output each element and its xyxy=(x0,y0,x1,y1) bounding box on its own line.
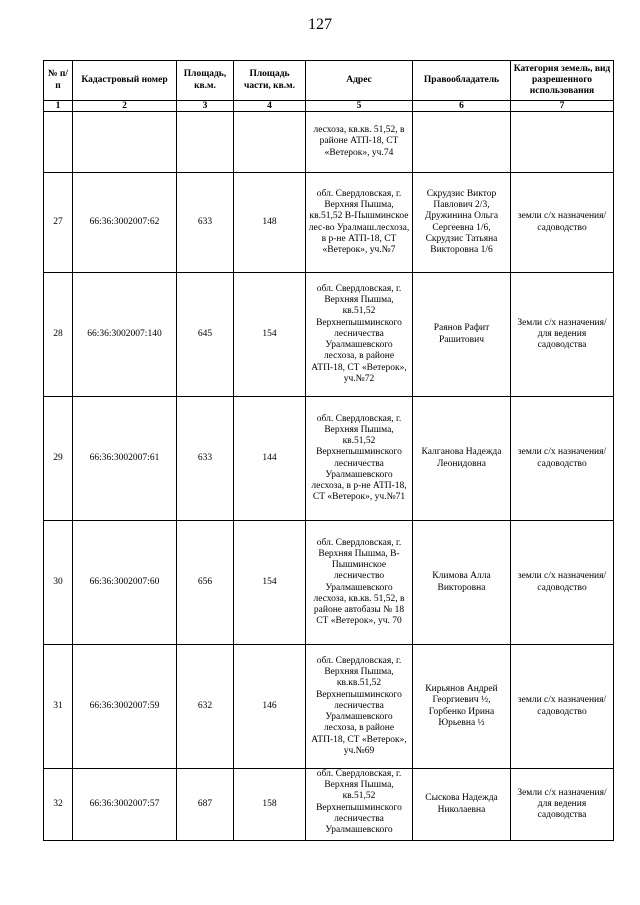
column-number: 2 xyxy=(73,101,177,112)
area-value: 645 xyxy=(177,273,234,397)
column-number: 7 xyxy=(511,101,614,112)
column-number-row xyxy=(44,101,614,112)
row-number: 29 xyxy=(44,397,73,521)
owner: Раянов Рафит Рашитович xyxy=(413,273,511,397)
row-number: 27 xyxy=(44,173,73,273)
table-row xyxy=(44,273,614,397)
part-area-value: 154 xyxy=(234,521,306,645)
address: обл. Свердловская, г. Верхняя Пышма, кв.51,52 В-Пышминское лес-во Уралмаш.лесхоза, в р-не АТП-18, СТ «Ветерок», уч.№7 xyxy=(306,173,413,273)
cadastral-number: 66:36:3002007:60 xyxy=(73,521,177,645)
address: обл. Свердловская, г. Верхняя Пышма, В-Пышминское лесничество Уралмашевского лесхоза, кв.кв. 51,52, в районе автобазы № 18 СТ «Ветерок», уч. 70 xyxy=(306,521,413,645)
row-number: 30 xyxy=(44,521,73,645)
row-number: 28 xyxy=(44,273,73,397)
owner xyxy=(413,112,511,173)
header-category: Категория земель, вид разрешенного использования xyxy=(511,61,614,101)
table-row xyxy=(44,769,614,841)
land-register-table xyxy=(43,60,614,841)
header-row xyxy=(44,61,614,101)
header-address: Адрес xyxy=(306,61,413,101)
column-number: 5 xyxy=(306,101,413,112)
part-area-value: 144 xyxy=(234,397,306,521)
column-number: 4 xyxy=(234,101,306,112)
column-number: 6 xyxy=(413,101,511,112)
table-row xyxy=(44,112,614,173)
cadastral-number xyxy=(73,112,177,173)
header-part-area: Площадь части, кв.м. xyxy=(234,61,306,101)
land-category xyxy=(511,112,614,173)
row-number: 31 xyxy=(44,645,73,769)
land-category: Земли с/х назначения/ для ведения садоводства xyxy=(511,769,614,841)
cadastral-number: 66:36:3002007:59 xyxy=(73,645,177,769)
owner: Скрудзис Виктор Павлович 2/3, Дружинина Ольга Сергеевна 1/6, Скрудзис Татьяна Викторовна 1/6 xyxy=(413,173,511,273)
part-area-value: 158 xyxy=(234,769,306,841)
land-category: земли с/х назначения/ садоводство xyxy=(511,521,614,645)
land-category: Земли с/х назначения/ для ведения садоводства xyxy=(511,273,614,397)
address: обл. Свердловская, г. Верхняя Пышма, кв.кв.51,52 Верхнепышминского лесничества Уралмашевского лесхоза, в районе АТП-18, СТ «Ветерок», уч.№69 xyxy=(306,645,413,769)
table-row xyxy=(44,397,614,521)
header-area: Площадь, кв.м. xyxy=(177,61,234,101)
cadastral-number: 66:36:3002007:62 xyxy=(73,173,177,273)
header-owner: Правообладатель xyxy=(413,61,511,101)
land-category: земли с/х назначения/ садоводство xyxy=(511,397,614,521)
owner: Сыскова Надежда Николаевна xyxy=(413,769,511,841)
page-number: 127 xyxy=(308,16,332,33)
owner: Кирьянов Андрей Георгиевич ½, Горбенко Ирина Юрьевна ½ xyxy=(413,645,511,769)
address: лесхоза, кв.кв. 51,52, в районе АТП-18, СТ «Ветерок», уч.74 xyxy=(306,112,413,173)
area-value: 656 xyxy=(177,521,234,645)
area-value: 633 xyxy=(177,397,234,521)
area-value: 633 xyxy=(177,173,234,273)
part-area-value: 146 xyxy=(234,645,306,769)
header-num: № п/п xyxy=(44,61,73,101)
column-number: 1 xyxy=(44,101,73,112)
part-area-value: 148 xyxy=(234,173,306,273)
part-area-value xyxy=(234,112,306,173)
table-row xyxy=(44,173,614,273)
table-row xyxy=(44,645,614,769)
row-number xyxy=(44,112,73,173)
area-value: 632 xyxy=(177,645,234,769)
cadastral-number: 66:36:3002007:61 xyxy=(73,397,177,521)
address: обл. Свердловская, г. Верхняя Пышма, кв.51,52 Верхнепышминского лесничества Уралмашевского лесхоза, в р-не АТП-18, СТ «Ветерок», уч.№71 xyxy=(306,397,413,521)
cadastral-number: 66:36:3002007:57 xyxy=(73,769,177,841)
area-value: 687 xyxy=(177,769,234,841)
land-category: земли с/х назначения/ садоводство xyxy=(511,173,614,273)
owner: Калганова Надежда Леонидовна xyxy=(413,397,511,521)
column-number: 3 xyxy=(177,101,234,112)
table-row xyxy=(44,521,614,645)
owner: Климова Алла Викторовна xyxy=(413,521,511,645)
address: обл. Свердловская, г. Верхняя Пышма, кв.51,52 Верхнепышминского лесничества Уралмашевского xyxy=(306,769,413,841)
address: обл. Свердловская, г. Верхняя Пышма, кв.51,52 Верхнепышминского лесничества Уралмашевского лесхоза, в районе АТП-18, СТ «Ветерок», уч.№72 xyxy=(306,273,413,397)
row-number: 32 xyxy=(44,769,73,841)
part-area-value: 154 xyxy=(234,273,306,397)
cadastral-number: 66:36:3002007:140 xyxy=(73,273,177,397)
area-value xyxy=(177,112,234,173)
land-category: земли с/х назначения/ садоводство xyxy=(511,645,614,769)
header-cadastral: Кадастровый номер xyxy=(73,61,177,101)
